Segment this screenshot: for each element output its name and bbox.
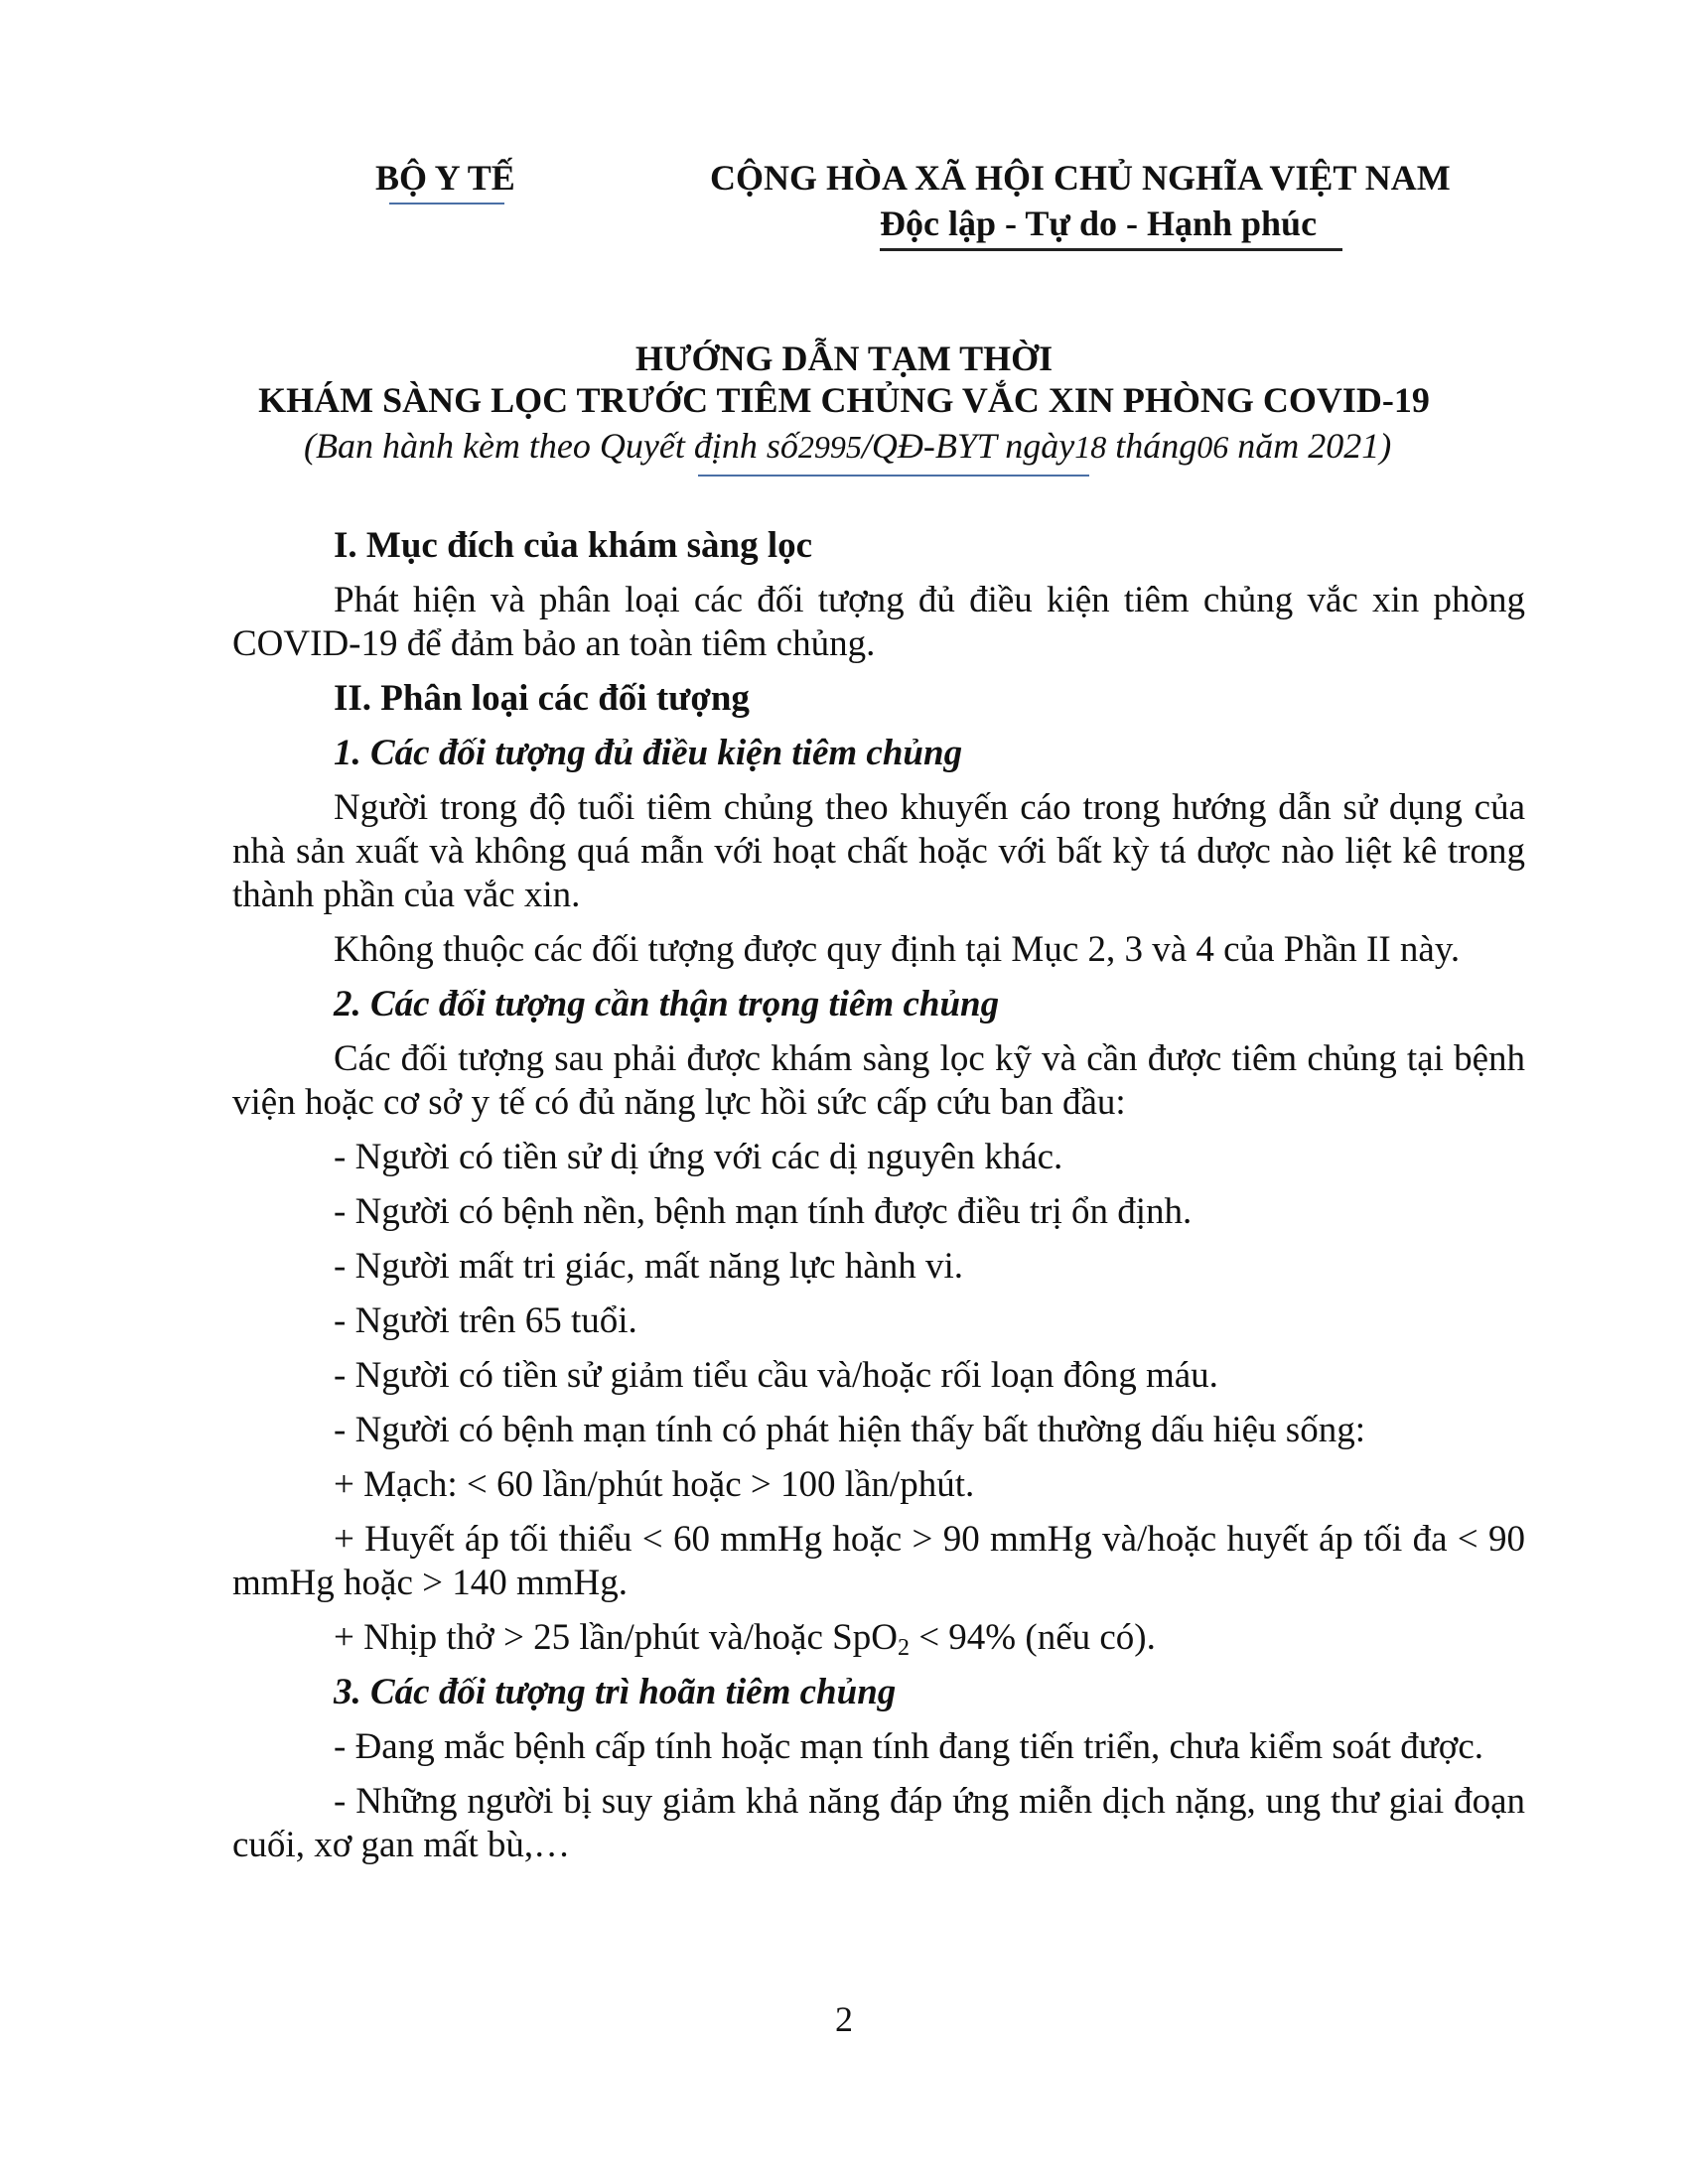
- spo2-subscript: 2: [897, 1635, 910, 1661]
- paragraph: Phát hiện và phân loại các đối tượng đủ điều kiện tiêm chủng vắc xin phòng COVID-19 để đảm bảo an toàn tiêm chủng.: [232, 580, 1525, 664]
- list-item: - Người có tiền sử dị ứng với các dị nguyên khác.: [334, 1137, 1063, 1177]
- month-word: tháng: [1106, 426, 1197, 466]
- ministry-underline: [389, 203, 504, 205]
- issuance-prefix: (Ban hành kèm theo Quyết định số: [304, 426, 798, 466]
- decision-year: năm 2021): [1228, 426, 1392, 466]
- ministry-name: BỘ Y TẾ: [375, 158, 515, 198]
- national-motto: Độc lập - Tự do - Hạnh phúc: [880, 204, 1318, 243]
- breath-text-end: < 94% (nếu có).: [909, 1617, 1156, 1658]
- document-title: HƯỚNG DẪN TẠM THỜI: [634, 339, 1054, 378]
- section-heading: II. Phân loại các đối tượng: [334, 678, 750, 719]
- list-item: + Mạch: < 60 lần/phút hoặc > 100 lần/phút.: [334, 1464, 975, 1505]
- subsection-heading: 2. Các đối tượng cần thận trọng tiêm chủng: [334, 984, 1000, 1024]
- motto-underline: [880, 248, 1342, 251]
- list-item: - Đang mắc bệnh cấp tính hoặc mạn tính đang tiến triển, chưa kiểm soát được.: [334, 1726, 1484, 1767]
- list-item: - Người có tiền sử giảm tiểu cầu và/hoặc rối loạn đông máu.: [334, 1355, 1218, 1396]
- list-item: - Người mất tri giác, mất năng lực hành vi.: [334, 1246, 964, 1287]
- document-subject: KHÁM SÀNG LỌC TRƯỚC TIÊM CHỦNG VẮC XIN PHÒNG COVID-19: [258, 380, 1430, 420]
- breath-text: + Nhịp thở > 25 lần/phút và/hoặc SpO: [334, 1617, 898, 1658]
- paragraph: Người trong độ tuổi tiêm chủng theo khuyến cáo trong hướng dẫn sử dụng của nhà sản xuất và không quá mẫn với hoạt chất hoặc với bất kỳ tá dược nào liệt kê trong thành phần của vắc xin.: [232, 787, 1525, 915]
- country-name: CỘNG HÒA XÃ HỘI CHỦ NGHĨA VIỆT NAM: [710, 158, 1451, 198]
- list-item: - Người có bệnh mạn tính có phát hiện thấy bất thường dấu hiệu sống:: [334, 1410, 1365, 1450]
- decision-underline: [698, 475, 1089, 477]
- decision-day: 18: [1074, 429, 1107, 465]
- list-item: - Người có bệnh nền, bệnh mạn tính được điều trị ổn định.: [334, 1191, 1193, 1232]
- issuance-note: [304, 425, 1391, 467]
- list-item: [232, 1616, 1525, 1660]
- subsection-heading: 3. Các đối tượng trì hoãn tiêm chủng: [334, 1672, 897, 1712]
- paragraph: Không thuộc các đối tượng được quy định tại Mục 2, 3 và 4 của Phần II này.: [334, 929, 1461, 970]
- document-body: [232, 524, 1525, 1878]
- subsection-heading: 1. Các đối tượng đủ điều kiện tiêm chủng: [334, 733, 963, 773]
- paragraph: Các đối tượng sau phải được khám sàng lọc kỹ và cần được tiêm chủng tại bệnh viện hoặc cơ sở y tế có đủ năng lực hồi sức cấp cứu ban đầu:: [232, 1038, 1525, 1123]
- page-number: 2: [835, 1999, 853, 2039]
- decision-month: 06: [1196, 429, 1229, 465]
- list-item: - Những người bị suy giảm khả năng đáp ứng miễn dịch nặng, ung thư giai đoạn cuối, xơ gan mất bù,…: [232, 1781, 1525, 1865]
- list-item: - Người trên 65 tuổi.: [334, 1300, 637, 1341]
- decision-number: 2995: [797, 429, 862, 465]
- decision-code: /QĐ-BYT ngày: [861, 426, 1075, 466]
- section-heading: I. Mục đích của khám sàng lọc: [334, 525, 813, 566]
- list-item: + Huyết áp tối thiểu < 60 mmHg hoặc > 90 mmHg và/hoặc huyết áp tối đa < 90 mmHg hoặc > 140 mmHg.: [232, 1519, 1525, 1603]
